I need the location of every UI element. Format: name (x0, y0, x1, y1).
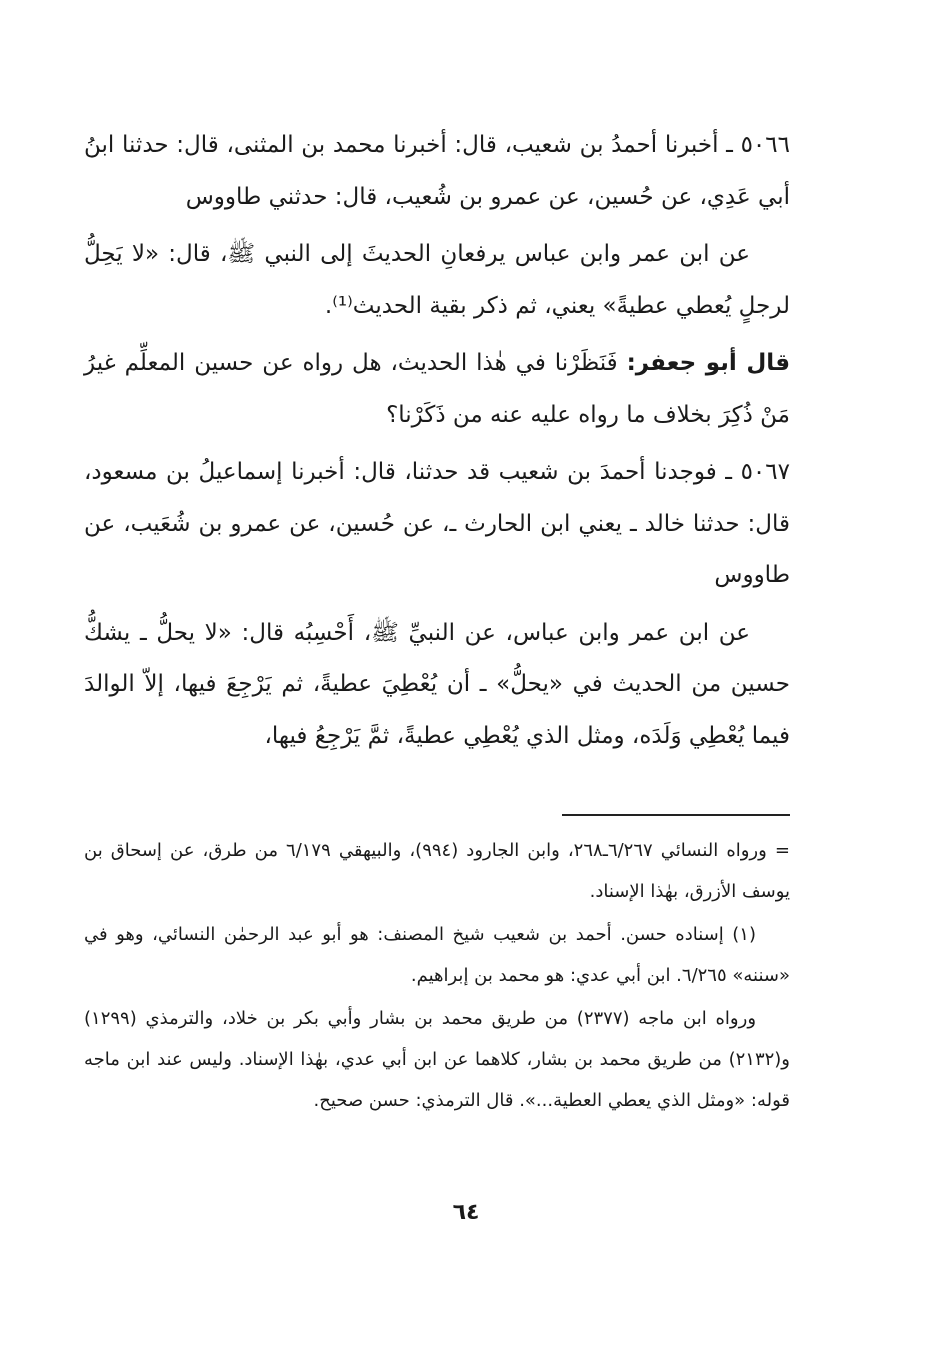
hadith-5067-matn: عن ابن عمر وابن عباس، عن النبيِّ ﷺ، أَحْسِبُه قال: «لا يحلُّ ـ يشكُّ حسين من الحديث في «يحلُّ» ـ أن يُعْطِيَ عطيةً، ثم يَرْجِعَ فيها، إلاّ الوالدَ فيما يُعْطِي وَلَدَه، ومثل الذي يُعْطِي عطيةً، ثمَّ يَرْجِعُ فيها، (84, 619, 790, 749)
abu-jafar-lead: قال أبو جعفر: (626, 350, 791, 376)
footnote-continuation: = ورواه النسائي ٦/٢٦٧ـ٢٦٨، وابن الجارود (٩٩٤)، والبيهقي ٦/١٧٩ من طرق، عن إسحاق بن يوسف الأزرق، بهٰذا الإسناد. (84, 840, 790, 902)
abu-jafar-comment (84, 338, 790, 441)
main-text (84, 120, 790, 768)
hadith-5067-isnad: ٥٠٦٧ ـ فوجدنا أحمدَ بن شعيب قد حدثنا، قال: أخبرنا إسماعيلُ بن مسعود، قال: حدثنا خالد ـ يعني ابن الحارث ـ، عن حُسين، عن عمرو بن شُعَيب، عن طاووس (84, 459, 790, 588)
page-number: ٦٤ (452, 1200, 480, 1225)
hadith-5066-matn: عن ابن عمر وابن عباس يرفعانِ الحديثَ إلى النبي ﷺ، قال: «لا يَحِلُّ لرجلٍ يُعطي عطيةً» يعني، ثم ذكر بقية الحديث⁽¹⁾. (84, 241, 790, 319)
footnote-separator (562, 814, 790, 816)
footnote-1: (١) إسناده حسن. أحمد بن شعيب شيخ المصنف: هو أبو عبد الرحمٰن النسائي، وهو في «سننه» ٦/٢٦٥. ابن أبي عدي: هو محمد بن إبراهيم. (84, 924, 790, 986)
hadith-5066-isnad: ٥٠٦٦ ـ أخبرنا أحمدُ بن شعيب، قال: أخبرنا محمد بن المثنى، قال: حدثنا ابنُ أبي عَدِي، عن حُسين، عن عمرو بن شُعيب، قال: حدثني طاووس (84, 132, 790, 210)
footnotes (84, 830, 790, 1123)
footnote-1-continuation: ورواه ابن ماجه (٢٣٧٧) من طريق محمد بن بشار وأبي بكر بن خلاد، والترمذي (١٢٩٩) و(٢١٣٢) من طريق محمد بن بشار، كلاهما عن ابن أبي عدي، بهٰذا الإسناد. وليس عند ابن ماجه قوله: «ومثل الذي يعطي العطية...». قال الترمذي: حسن صحيح. (84, 1008, 790, 1111)
abu-jafar-text: فَنَظَرْنا في هٰذا الحديث، هل رواه عن حسين المعلِّم غيرُ مَنْ ذُكِرَ بخلاف ما رواه عليه عنه من ذَكَرْنا؟ (84, 350, 790, 428)
